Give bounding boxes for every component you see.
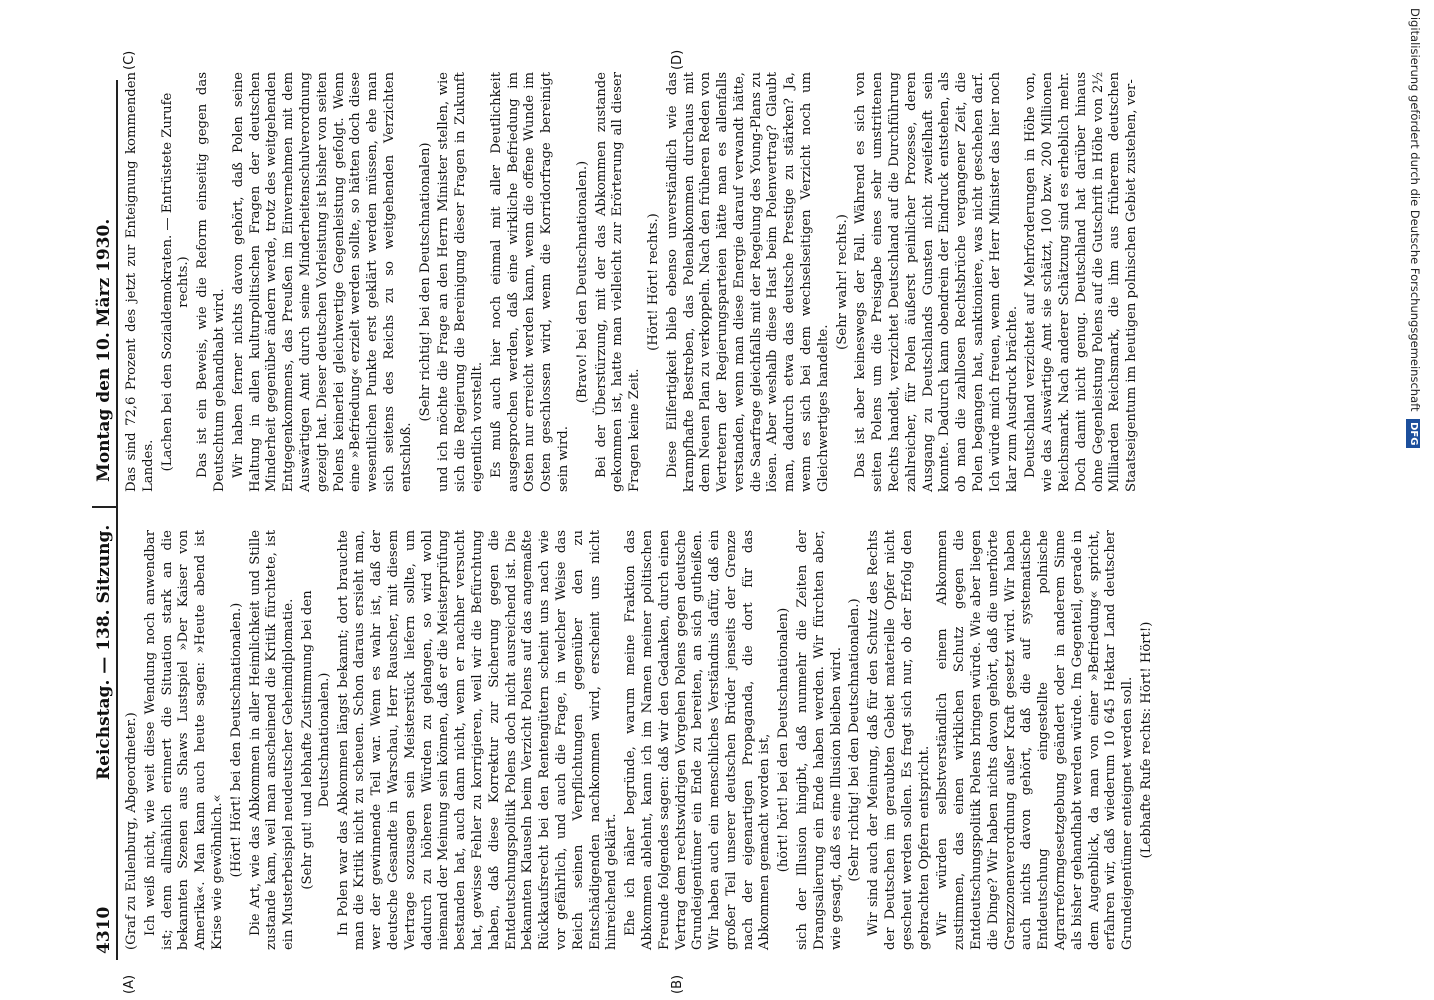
left-column-paragraph: Ich weiß nicht, wie weit diese Wendung noch anwendbar ist; denn allmählich erinnert die Situation stark an die bekannten Szenen aus Shaws Lustspiel »Der Kaiser von Amerika«. Man kann auch heute sagen: »Heute abend ist Krise wie gewöhnlich.« bbox=[142, 530, 225, 950]
right-column-paragraph: Das sind 72,6 Prozent des jetzt zur Enteignung kommenden Landes. bbox=[124, 72, 156, 492]
left-column-paragraph: Die Art, wie das Abkommen in aller Heimlichkeit und Stille zustande kam, weil man anscheinend die Kritik fürchtete, ist ein Musterbeispiel neudeutscher Geheimdiplomatie. bbox=[247, 530, 297, 950]
right-column-paragraph: Wir haben ferner nichts davon gehört, daß Polen seine Haltung in allen kulturpolitischen Fragen der deutschen Minderheit gegenüber ändern werde, trotz des weitgehenden Entgegenkommens, das Preußen im Einvernehmen mit dem Auswärtigen Amt durch seine Minderheitenschulverordnung gezeigt hat. Dieser deutschen Vorleistung ist bisher von seiten Polens keinerlei gleichwertige Gegenleistung gefolgt. Wenn eine »Befriedung« erzielt werden sollte, so hätten doch diese wesentlichen Punkte erst geklärt werden müssen, ehe man sich seitens des Reichs zu so weitgehenden Verzichten entschloß. bbox=[230, 72, 414, 492]
left-column-paragraph: (Sehr gut! und lebhafte Zustimmung bei den Deutschnationalen.) bbox=[299, 590, 332, 890]
header-session: Reichstag. — 138. Sitzung. bbox=[94, 524, 114, 780]
right-column-paragraph: Bei der Überstürzung, mit der das Abkommen zustande gekommen ist, hatte man vielleicht zur Erörterung all dieser Fragen keine Zeit. bbox=[593, 72, 643, 492]
right-column-paragraph: Es muß auch hier noch einmal mit aller Deutlichkeit ausgesprochen werden, daß eine wirkliche Befriedung im Osten nur erreicht werden kann, wenn die offene Wunde im Osten geschlossen wird, wenn die Korridorfrage bereinigt sein wird. bbox=[488, 72, 571, 492]
left-column-paragraph: Wir würden selbstverständlich einem Abkommen zustimmen, das einen wirklichen Schutz gegen die Entdeutschungspolitik Polens bringen würde. Wie aber liegen die Dinge? Wir haben nichts davon gehört, daß die unerhörte Grenzzonenverordnung außer Kraft gesetzt wird. Wir haben auch nichts davon gehört, daß die auf systematische Entdeutschung eingestellte polnische Agrarreformgesetzgebung geändert oder in anderem Sinne als bisher gehandhabt werden würde. Im Gegenteil, gerade in dem Augenblick, da man von einer »Befriedung« spricht, erfahren wir, daß wiederum 10 645 Hektar Land deutscher Grundeigentümer enteignet werden soll. bbox=[935, 530, 1136, 950]
right-column bbox=[124, 72, 1143, 492]
right-column-paragraph: Das ist aber keineswegs der Fall. Während es sich von seiten Polens um die Preisgabe eines sehr umstrittenen Rechts handelt, verzichtet Deutschland auf die Durchführung zahlreicher, für Polen äußerst peinlicher Prozesse, deren Ausgang zu Deutschlands Gunsten nicht zweifelhaft sein konnte. Dadurch kann obendrein der Eindruck entstehen, als ob man die zahllosen Rechtsbrüche vergangener Zeit, die Polen begangen hat, sanktioniere, was nicht geschehen darf. Ich würde mich freuen, wenn der Herr Minister das hier noch klar zum Ausdruck brächte. bbox=[853, 72, 1020, 492]
left-column-paragraph: (Sehr richtig! bei den Deutschnationalen.) bbox=[847, 598, 863, 882]
margin-marker-d: (D) bbox=[670, 49, 685, 70]
left-column-paragraph: (Lebhafte Rufe rechts: Hört! Hört!) bbox=[1139, 621, 1155, 859]
left-column-paragraph: (Graf zu Eulenburg, Abgeordneter.) bbox=[124, 712, 139, 950]
right-column-paragraph: Diese Eilfertigkeit blieb ebenso unverständlich wie das krampfhafte Bestreben, das Polenabkommen durchaus mit dem Neuen Plan zu verkoppeln. Nach den früheren Reden von Vertretern der Regierungsparteien hätte man es allenfalls verstanden, wenn man diese Energie darauf verwandt hätte, die Saarfrage gleichfalls mit der Regelung des Young-Plans zu lösen. Aber weshalb diese Hast beim Polenvertrag? Glaubt man, dadurch etwa das deutsche Prestige zu stärken? Ja, wenn es sich bei dem wechselseitigen Verzicht noch um Gleichwertiges handelte. bbox=[664, 72, 831, 492]
margin-marker-b: (B) bbox=[670, 974, 685, 994]
right-column-paragraph: (Sehr wahr! rechts.) bbox=[834, 214, 850, 350]
left-column bbox=[124, 530, 1158, 950]
right-column-paragraph: Das ist ein Beweis, wie die Reform einseitig gegen das Deutschtum gehandhabt wird. bbox=[195, 72, 227, 492]
right-column-paragraph: (Bravo! bei den Deutschnationalen.) bbox=[574, 160, 590, 404]
left-column-paragraph: sich der Illusion hingibt, daß nunmehr die Zeiten der Drangsalierung ein Ende haben werden. Wir fürchten aber, wie gesagt, daß es eine Illusion bleiben wird. bbox=[795, 530, 844, 950]
header-divider bbox=[92, 506, 116, 508]
dfg-sidebar bbox=[1402, 8, 1428, 992]
rotated-page bbox=[90, 49, 1155, 994]
page-header bbox=[90, 80, 118, 960]
right-column-paragraph: (Sehr richtig! bei den Deutschnationalen) bbox=[417, 142, 433, 422]
margin-marker-c: (C) bbox=[122, 50, 137, 70]
dfg-logo: DFG bbox=[1406, 419, 1420, 448]
page-number: 4310 bbox=[94, 906, 114, 954]
left-column-paragraph: (Hört! Hört! bei den Deutschnationalen.) bbox=[228, 602, 244, 878]
margin-marker-a: (A) bbox=[122, 974, 137, 994]
header-date: Montag den 10. März 1930. bbox=[94, 218, 114, 482]
right-column-paragraph: (Lachen bei den Sozialdemokraten. — Entrüstete Zurufe rechts.) bbox=[159, 92, 192, 472]
left-column-paragraph: Wir sind auch der Meinung, daß für den Schutz des Rechts der Deutschen im geraubten Gebiet materielle Opfer nicht gescheut werden sollen. Es fragt sich nur, ob der Erfolg den gebrachten Opfern entspricht. bbox=[866, 530, 932, 950]
left-column-paragraph: In Polen war das Abkommen längst bekannt; dort brauchte man die Kritik nicht zu scheuen. Schon daraus ersieht man, wer der gewinnende Teil war. Wenn es wahr ist, daß der deutsche Gesandte in Warschau, Herr Rauscher, mit diesem Vertrage sozusagen sein Meisterstück liefern sollte, um dadurch zu höheren Würden zu gelangen, so wird wohl niemand der Meinung sein können, daß er die Meisterprüfung bestanden hat, auch dann nicht, wenn er nachher versucht hat, gewisse Fehler zu korrigieren, weil wir die Befürchtung haben, daß diese Korrektur zur Sicherung gegen die Entdeutschungspolitik Polens doch nicht ausreichend ist. Die bekannten Klauseln beim Verzicht Polens auf das angemaßte Rückkaufsrecht bei den Rentengütern scheint uns nach wie vor gefährlich, und auch die Frage, in welcher Weise das Reich seinen Verpflichtungen gegenüber den zu Entschädigenden nachkommen wird, erscheint uns nicht hinreichend geklärt. bbox=[335, 530, 620, 950]
right-column-paragraph: und ich möchte die Frage an den Herrn Minister stellen, wie sich die Regierung die Bereinigung dieser Fragen in Zukunft eigentlich vorstellt. bbox=[436, 72, 485, 492]
right-column-paragraph: Deutschland verzichtet auf Mehrforderungen in Höhe von, wie das Auswärtige Amt sie schätzt, 100 bzw. 200 Millionen Reichsmark. Nach anderer Schätzung sind es erheblich mehr. Doch damit nicht genug. Deutschland hat darüber hinaus ohne Gegenleistung Polens auf die Gutschrift in Höhe von 2½ Milliarden Reichsmark, die ihm aus früherem deutschen Staatseigentum im heutigen polnischen Gebiet zustehen, ver- bbox=[1023, 72, 1140, 492]
right-column-paragraph: (Hört! Hört! rechts.) bbox=[645, 213, 661, 351]
dfg-credit-text: Digitalisierung gefördert durch die Deutsche Forschungsgemeinschaft bbox=[1408, 8, 1422, 412]
left-column-paragraph: (hört! hört! bei den Deutschnationalen) bbox=[776, 607, 792, 873]
left-column-paragraph: Ehe ich näher begründe, warum meine Fraktion das Abkommen ablehnt, kann ich im Namen meiner politischen Freunde folgendes sagen: daß wir den Gedanken, durch einen Vertrag dem rechtswidrigen Vorgehen Polens gegen deutsche Grundeigentümer ein Ende zu bereiten, an sich gutheißen. Wir haben auch ein menschliches Verständnis dafür, daß ein großer Teil unserer deutschen Brüder jenseits der Grenze nach der eigenartigen Propaganda, die dort für das Abkommen gemacht worden ist, bbox=[623, 530, 773, 950]
